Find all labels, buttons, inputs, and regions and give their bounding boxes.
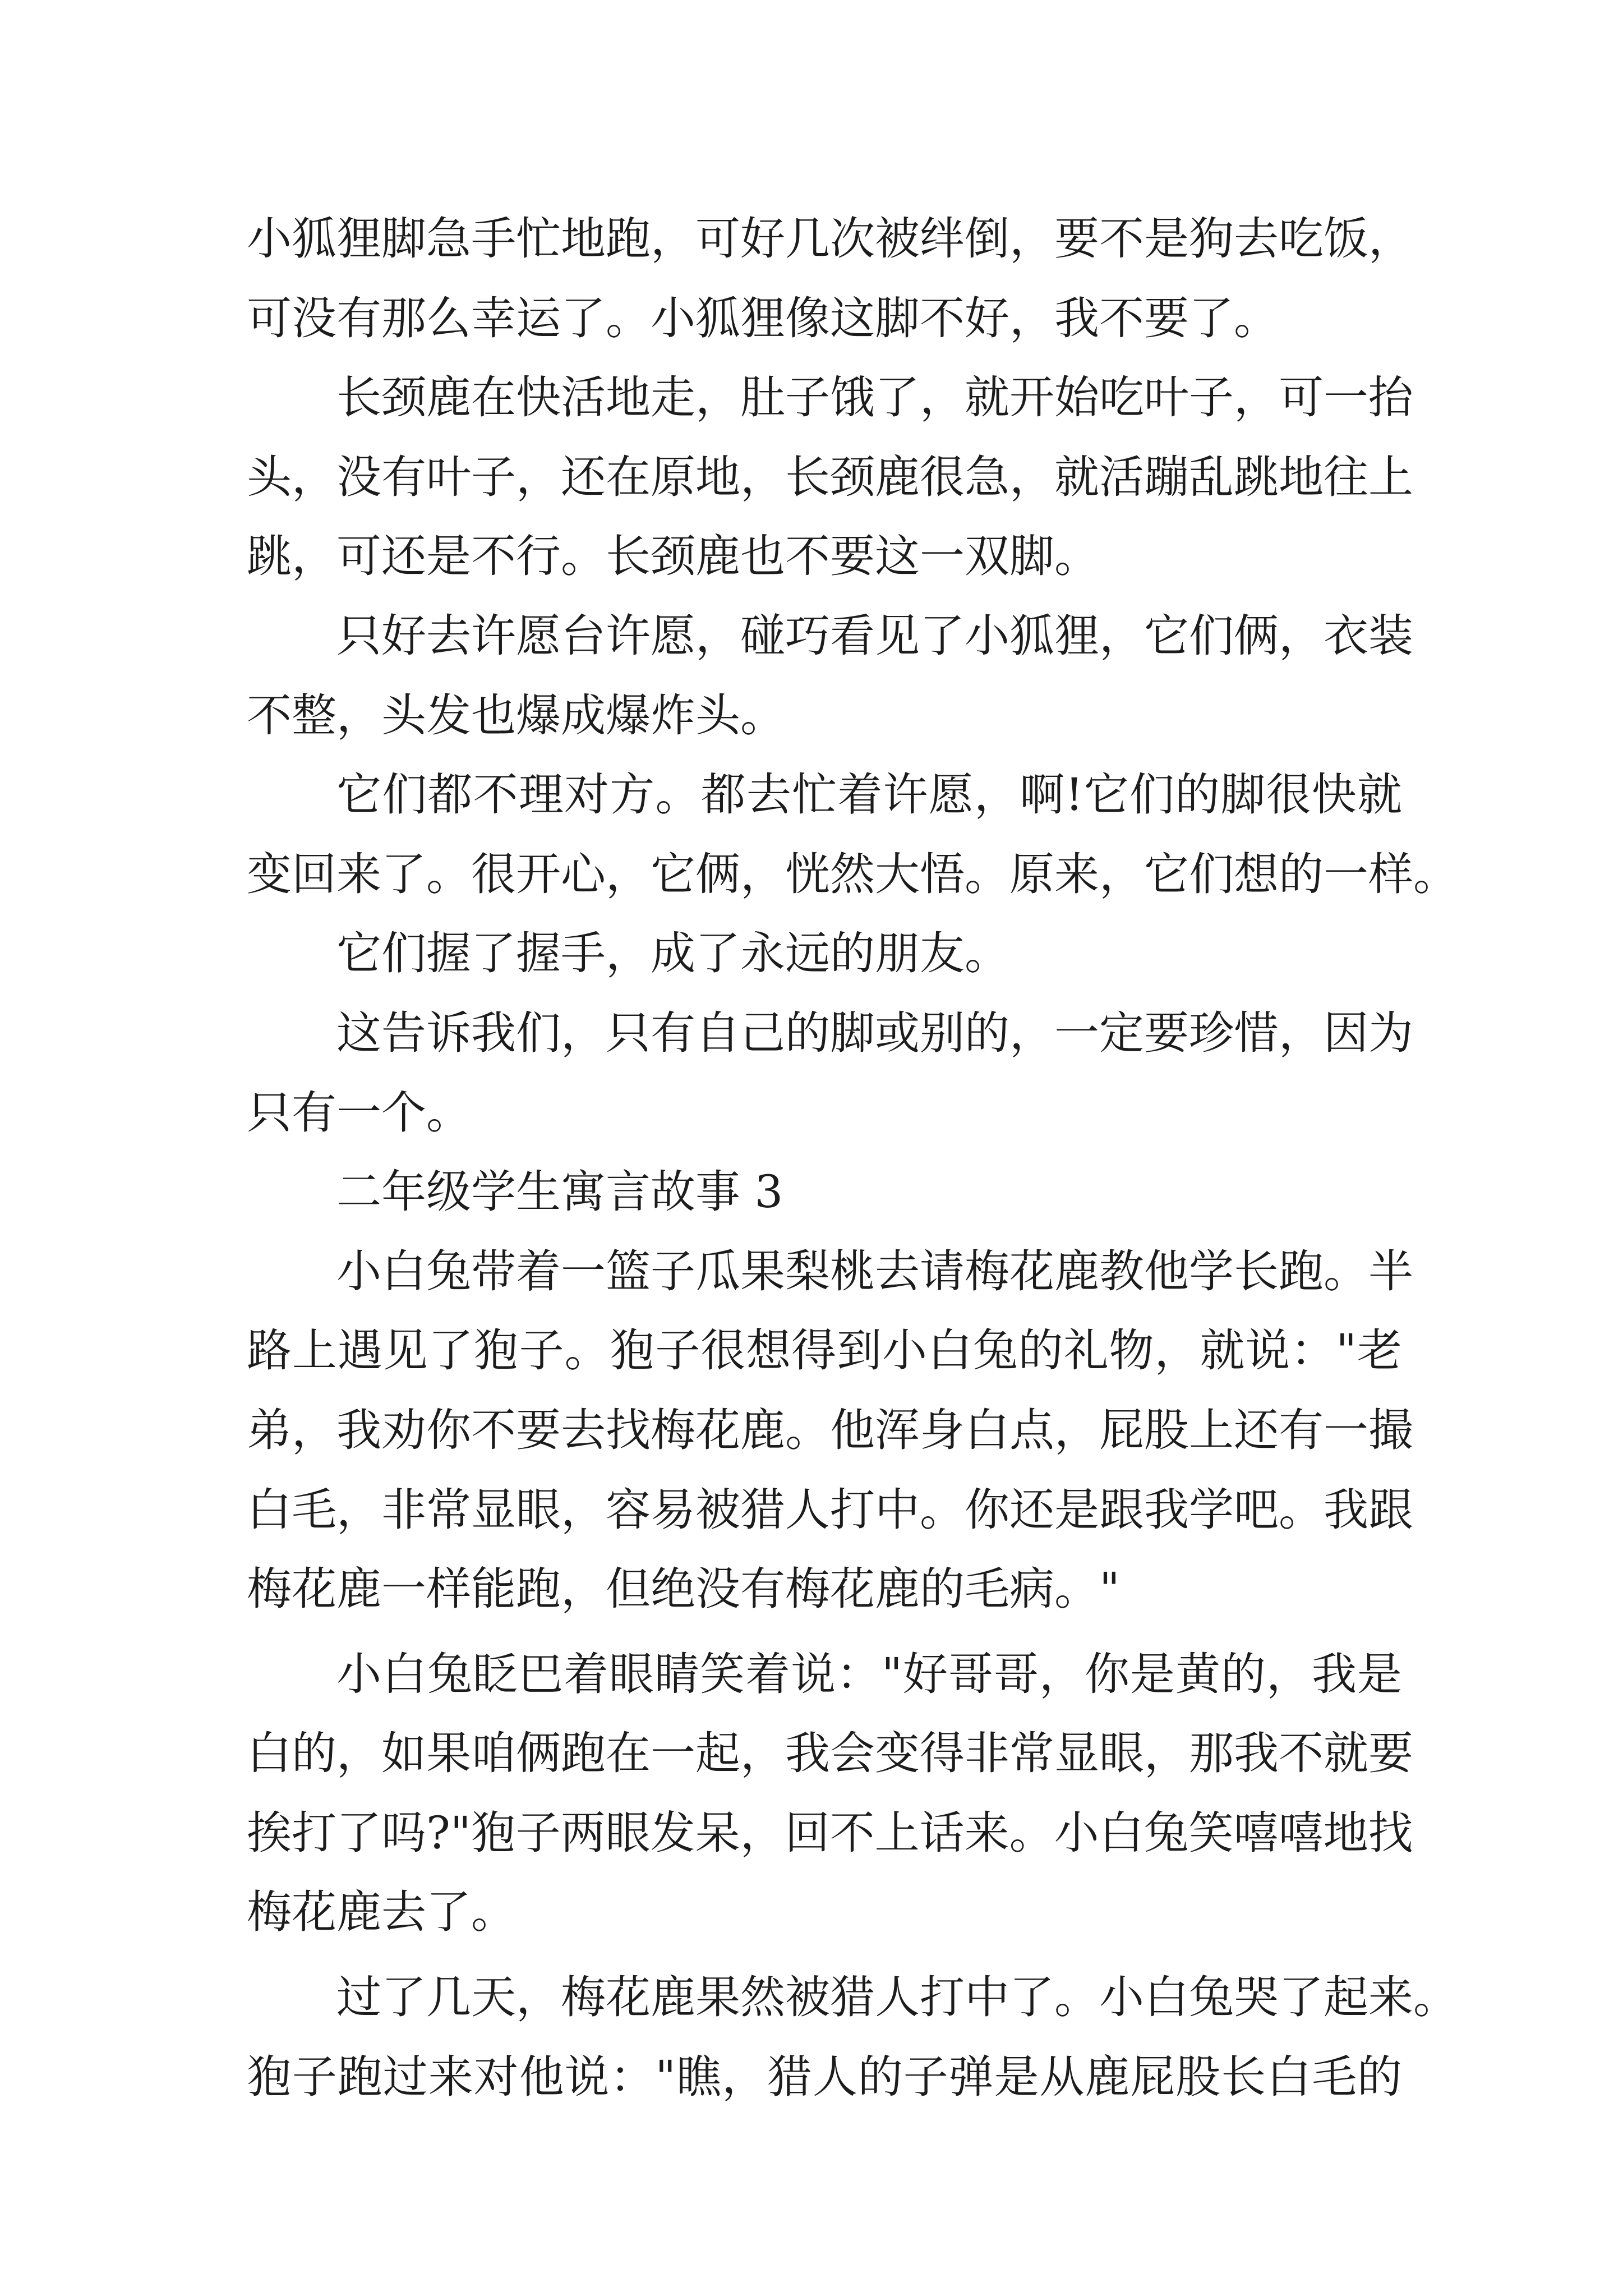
text-line: 只有一个。	[247, 1086, 471, 1139]
text-line: 头，没有叶子，还在原地，长颈鹿很急，就活蹦乱跳地往上	[247, 450, 1413, 503]
paragraph-first-line: 过了几天，梅花鹿果然被猎人打中了。小白兔哭了起来。	[336, 1971, 1458, 2024]
text-line: 小狐狸脚急手忙地跑，可好几次被绊倒，要不是狗去吃饭，	[247, 213, 1413, 265]
text-line: 白毛，非常显眼，容易被猎人打中。你还是跟我学吧。我跟	[247, 1483, 1413, 1536]
text-line: 弟，我劝你不要去找梅花鹿。他浑身白点，屁股上还有一撮	[247, 1404, 1413, 1456]
paragraph-first-line: 长颈鹿在快活地走，肚子饿了，就开始吃叶子，可一抬	[336, 371, 1413, 424]
document-body	[247, 199, 1458, 2116]
section-heading: 二年级学生寓言故事 3	[336, 1166, 783, 1218]
text-line: 可没有那么幸运了。小狐狸像这脚不好，我不要了。	[247, 292, 1279, 344]
paragraph-first-line: 它们握了握手，成了永远的朋友。	[336, 927, 1009, 980]
text-line: 路上遇见了狍子。狍子很想得到小白兔的礼物，就说："老	[247, 1324, 1402, 1377]
text-line: 挨打了吗?"狍子两眼发呆，回不上话来。小白兔笑嘻嘻地找	[247, 1806, 1413, 1859]
text-line: 变回来了。很开心，它俩，恍然大悟。原来，它们想的一样。	[247, 848, 1458, 900]
text-line: 狍子跑过来对他说："瞧，猎人的子弹是从鹿屁股长白毛的	[247, 2050, 1402, 2103]
text-line: 白的，如果咱俩跑在一起，我会变得非常显眼，那我不就要	[247, 1727, 1413, 1780]
text-line: 梅花鹿去了。	[247, 1886, 516, 1939]
text-line: 不整，头发也爆成爆炸头。	[247, 689, 785, 742]
paragraph-first-line: 它们都不理对方。都去忙着许愿，啊!它们的脚很快就	[336, 769, 1402, 821]
paragraph-first-line: 小白兔眨巴着眼睛笑着说："好哥哥，你是黄的，我是	[336, 1648, 1402, 1700]
text-line: 梅花鹿一样能跑，但绝没有梅花鹿的毛病。"	[247, 1563, 1120, 1616]
paragraph-gap	[247, 1629, 1402, 1635]
paragraph-first-line: 只好去许愿台许愿，碰巧看见了小狐狸，它们俩，衣装	[336, 609, 1413, 662]
paragraph-first-line: 小白兔带着一篮子瓜果梨桃去请梅花鹿教他学长跑。半	[336, 1245, 1413, 1297]
paragraph-first-line: 这告诉我们，只有自己的脚或别的，一定要珍惜，因为	[336, 1006, 1413, 1059]
paragraph-gap	[247, 1952, 1402, 1958]
text-line: 跳，可还是不行。长颈鹿也不要这一双脚。	[247, 530, 1099, 583]
